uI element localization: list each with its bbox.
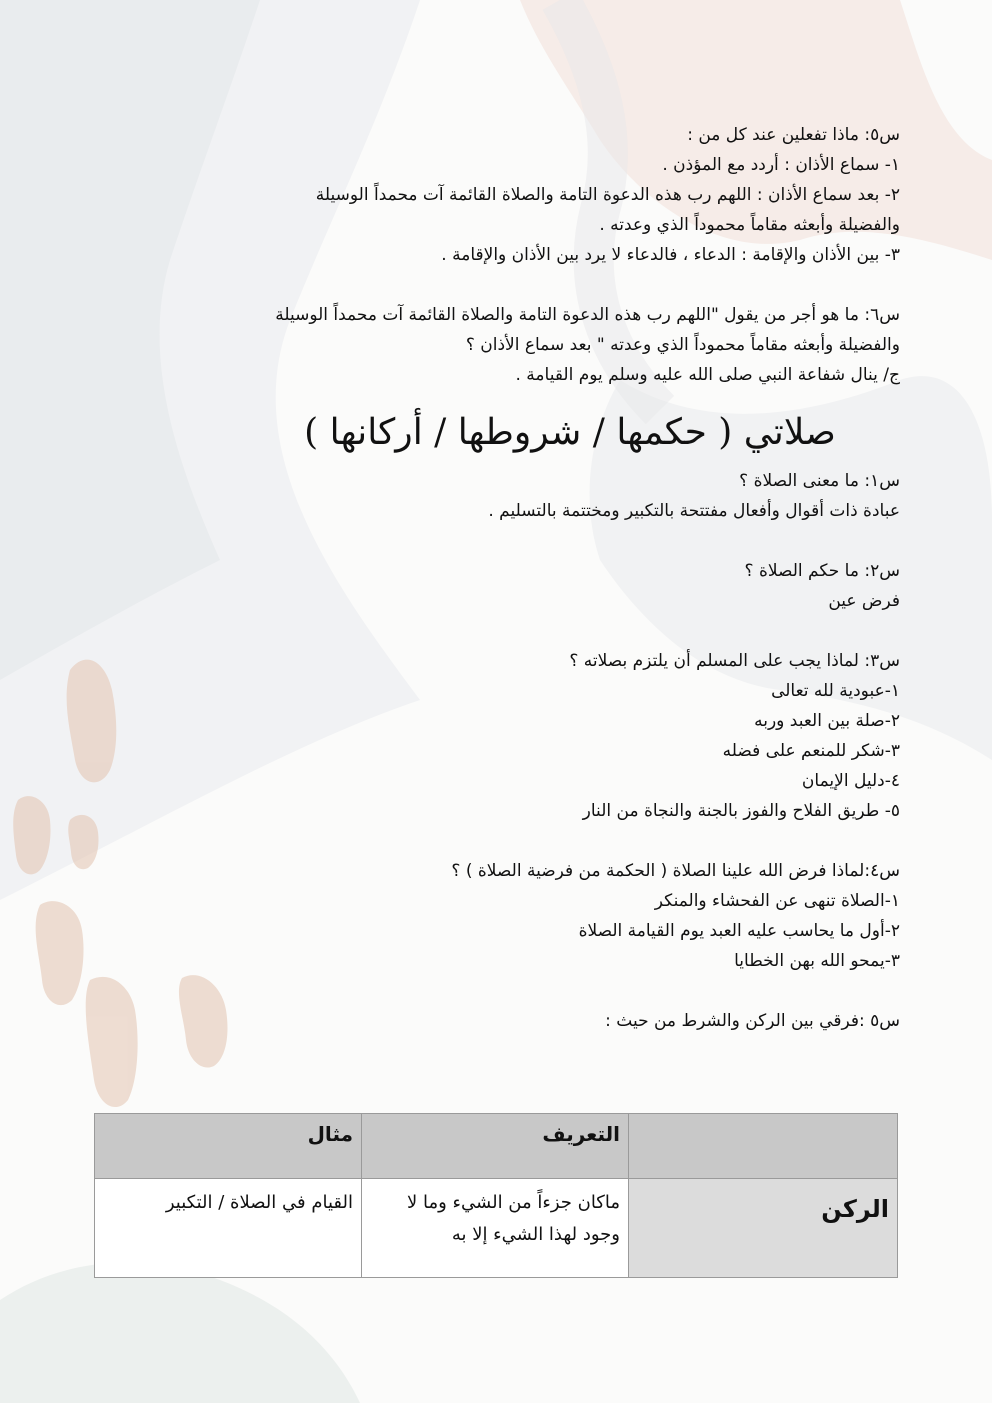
text-line: ٢-أول ما يحاسب عليه العبد يوم القيامة الصلاة — [578, 921, 900, 941]
text-line: فرض عين — [828, 591, 900, 611]
question-wisdom — [100, 856, 900, 976]
question-difference — [100, 1006, 900, 1036]
text-line: س٤:لماذا فرض الله علينا الصلاة ( الحكمة من فرضية الصلاة ) ؟ — [451, 861, 900, 881]
text-line: س٢: ما حكم الصلاة ؟ — [744, 561, 900, 581]
section-reward-question — [100, 300, 900, 390]
section-adhan-question — [100, 120, 900, 270]
row-label: الركن — [629, 1179, 898, 1278]
text-line: ١-الصلاة تنهى عن الفحشاء والمنكر — [654, 891, 900, 911]
text-line: ج/ ينال شفاعة النبي صلى الله عليه وسلم يوم القيامة . — [515, 365, 900, 385]
header-cell-definition: التعريف — [362, 1114, 629, 1179]
question-ruling — [100, 556, 900, 616]
definition-cell: ماكان جزءاً من الشيء وما لا وجود لهذا الشيء إلا به — [362, 1179, 629, 1278]
comparison-table — [94, 1113, 898, 1278]
example-cell: القيام في الصلاة / التكبير — [95, 1179, 362, 1278]
text-line: والفضيلة وأبعثه مقاماً محموداً الذي وعدته " بعد سماع الأذان ؟ — [465, 335, 900, 355]
question-commitment — [100, 646, 900, 826]
text-line: ٥- طريق الفلاح والفوز بالجنة والنجاة من النار — [582, 801, 900, 821]
text-line: ٣- بين الأذان والإقامة : الدعاء ، فالدعاء لا يرد بين الأذان والإقامة . — [441, 245, 900, 265]
text-line: س٥: ماذا تفعلين عند كل من : — [687, 125, 900, 145]
header-cell-example: مثال — [95, 1114, 362, 1179]
text-line: ٤-دليل الإيمان — [801, 771, 900, 791]
text-line: عبادة ذات أقوال وأفعال مفتتحة بالتكبير ومختتمة بالتسليم . — [488, 501, 900, 521]
text-line: ٢-صلة بين العبد وربه — [754, 711, 900, 731]
table-row — [95, 1179, 898, 1278]
text-line: س٦: ما هو أجر من يقول "اللهم رب هذه الدعوة التامة والصلاة القائمة آت محمداً الوسيلة — [275, 305, 900, 325]
text-line: ١-عبودية لله تعالى — [771, 681, 900, 701]
text-line: ٣-شكر للمنعم على فضله — [722, 741, 900, 761]
section-title: صلاتي ( حكمها / شروطها / أركانها ) — [304, 412, 836, 453]
text-line: س٥ :فرقي بين الركن والشرط من حيث : — [605, 1011, 900, 1031]
text-line: والفضيلة وأبعثه مقاماً محموداً الذي وعدته . — [599, 215, 900, 235]
text-line: ٣-يمحو الله بهن الخطايا — [734, 951, 900, 971]
table-header-row — [95, 1114, 898, 1179]
question-meaning — [100, 466, 900, 526]
text-line: س٣: لماذا يجب على المسلم أن يلتزم بصلاته ؟ — [569, 651, 900, 671]
text-line: ١- سماع الأذان : أردد مع المؤذن . — [662, 155, 900, 175]
header-cell-empty — [629, 1114, 898, 1179]
document-body — [100, 120, 900, 1036]
text-line: ٢- بعد سماع الأذان : اللهم رب هذه الدعوة التامة والصلاة القائمة آت محمداً الوسيلة — [315, 185, 900, 205]
text-line: س١: ما معنى الصلاة ؟ — [739, 471, 900, 491]
